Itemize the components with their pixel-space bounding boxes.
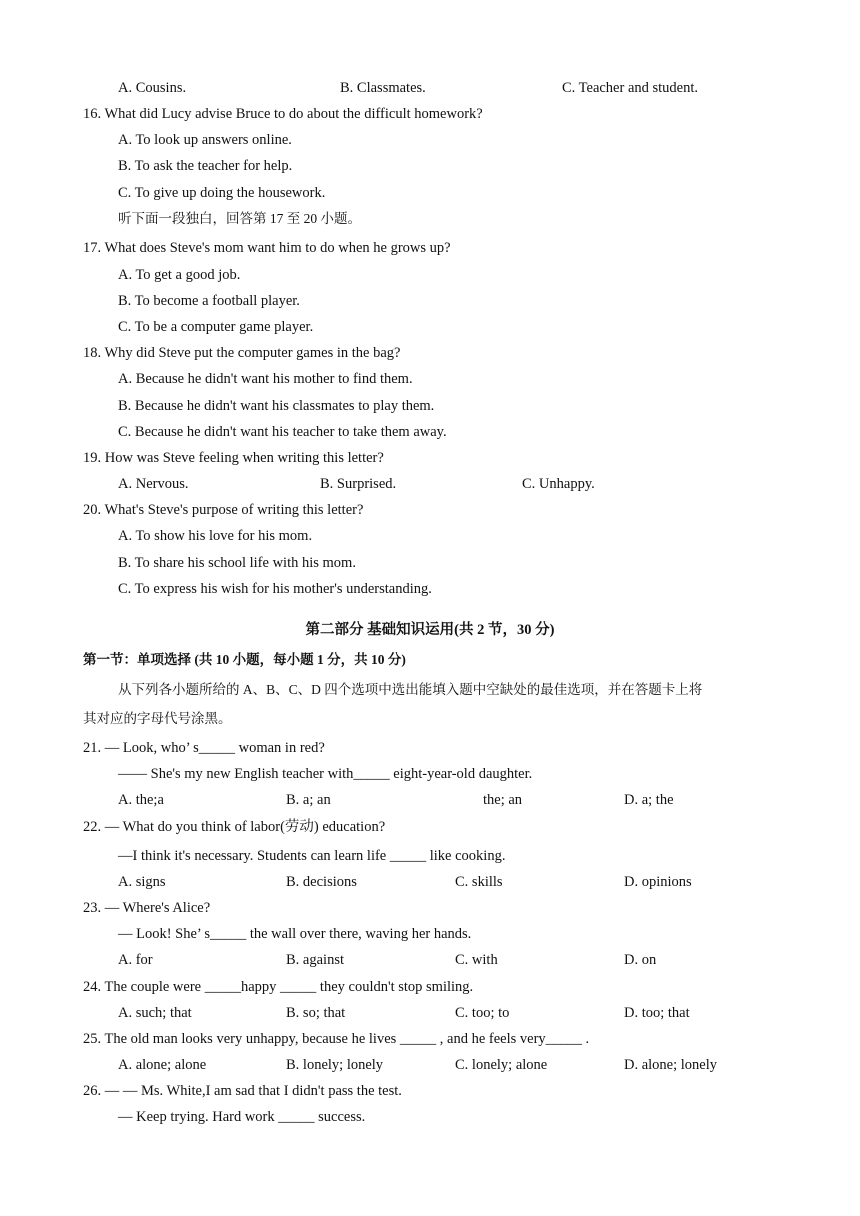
q15-option-c: C. Teacher and student. xyxy=(562,80,699,96)
section1-instruction-line2: 其对应的字母代号涂黑。 xyxy=(83,711,232,726)
q22-option-c: C. skills xyxy=(455,874,503,890)
part2-title: 第二部分 基础知识运用(共 2 节，30 分) xyxy=(305,622,555,638)
q25-option-a: A. alone; alone xyxy=(118,1057,207,1073)
q18-option-a: A. Because he didn't want his mother to find them. xyxy=(118,371,413,387)
q17-option-c: C. To be a computer game player. xyxy=(118,319,314,335)
section1-title: 第一节：单项选择 (共 10 小题，每小题 1 分，共 10 分) xyxy=(83,652,406,667)
q24-option-b: B. so; that xyxy=(286,1005,346,1021)
q21-line2: —— She's my new English teacher with_____ eight-year-old daughter. xyxy=(118,766,533,782)
q19-option-b: B. Surprised. xyxy=(320,476,397,492)
q23-option-a: A. for xyxy=(118,952,153,968)
q25-line1: 25. The old man looks very unhappy, because he lives _____ , and he feels very_____ . xyxy=(83,1031,590,1047)
q22-option-b: B. decisions xyxy=(286,874,357,890)
q21-option-d: D. a; the xyxy=(624,792,674,808)
q20-option-b: B. To share his school life with his mom. xyxy=(118,555,356,571)
q21-option-c: the; an xyxy=(483,792,523,808)
q26-line1: 26. — — Ms. White,I am sad that I didn't pass the test. xyxy=(83,1083,402,1099)
q22-line2: —I think it's necessary. Students can learn life _____ like cooking. xyxy=(118,848,506,864)
q17-option-a: A. To get a good job. xyxy=(118,267,241,283)
q20-stem: 20. What's Steve's purpose of writing this letter? xyxy=(83,502,364,518)
q19-stem: 19. How was Steve feeling when writing this letter? xyxy=(83,450,384,466)
q25-option-d: D. alone; lonely xyxy=(624,1057,718,1073)
q16-option-c: C. To give up doing the housework. xyxy=(118,185,326,201)
q16-option-b: B. To ask the teacher for help. xyxy=(118,158,293,174)
q24-option-a: A. such; that xyxy=(118,1005,192,1021)
q21-line1: 21. — Look, who’ s_____ woman in red? xyxy=(83,740,325,756)
q21-option-a: A. the;a xyxy=(118,792,164,808)
q26-line2: — Keep trying. Hard work _____ success. xyxy=(118,1109,366,1125)
q23-option-c: C. with xyxy=(455,952,498,968)
q18-option-b: B. Because he didn't want his classmates to play them. xyxy=(118,398,435,414)
q25-option-b: B. lonely; lonely xyxy=(286,1057,384,1073)
q18-stem: 18. Why did Steve put the computer games in the bag? xyxy=(83,345,401,361)
section1-instruction-line1: 从下列各小题所给的 A、B、C、D 四个选项中选出能填入题中空缺处的最佳选项，并在答题卡上将 xyxy=(118,682,703,697)
q23-option-d: D. on xyxy=(624,952,657,968)
q24-line1: 24. The couple were _____happy _____ they couldn't stop smiling. xyxy=(83,979,474,995)
q24-option-c: C. too; to xyxy=(455,1005,510,1021)
monologue-instruction: 听下面一段独白，回答第 17 至 20 小题。 xyxy=(118,211,361,226)
q17-stem: 17. What does Steve's mom want him to do when he grows up? xyxy=(83,240,451,256)
q25-option-c: C. lonely; alone xyxy=(455,1057,548,1073)
q23-line1: 23. — Where's Alice? xyxy=(83,900,211,916)
q23-line2: — Look! She’ s_____ the wall over there, waving her hands. xyxy=(118,926,472,942)
q20-option-a: A. To show his love for his mom. xyxy=(118,528,313,544)
q16-stem: 16. What did Lucy advise Bruce to do about the difficult homework? xyxy=(83,106,483,122)
q22-option-d: D. opinions xyxy=(624,874,692,890)
q15-option-b: B. Classmates. xyxy=(340,80,426,96)
q17-option-b: B. To become a football player. xyxy=(118,293,300,309)
q20-option-c: C. To express his wish for his mother's understanding. xyxy=(118,581,432,597)
q22-option-a: A. signs xyxy=(118,874,166,890)
q18-option-c: C. Because he didn't want his teacher to take them away. xyxy=(118,424,447,440)
q19-option-a: A. Nervous. xyxy=(118,476,189,492)
q19-option-c: C. Unhappy. xyxy=(522,476,595,492)
q23-option-b: B. against xyxy=(286,952,344,968)
q21-option-b: B. a; an xyxy=(286,792,331,808)
q22-line1: 22. — What do you think of labor(劳动) education? xyxy=(83,819,386,835)
q24-option-d: D. too; that xyxy=(624,1005,690,1021)
q15-option-a: A. Cousins. xyxy=(118,80,187,96)
q16-option-a: A. To look up answers online. xyxy=(118,132,292,148)
